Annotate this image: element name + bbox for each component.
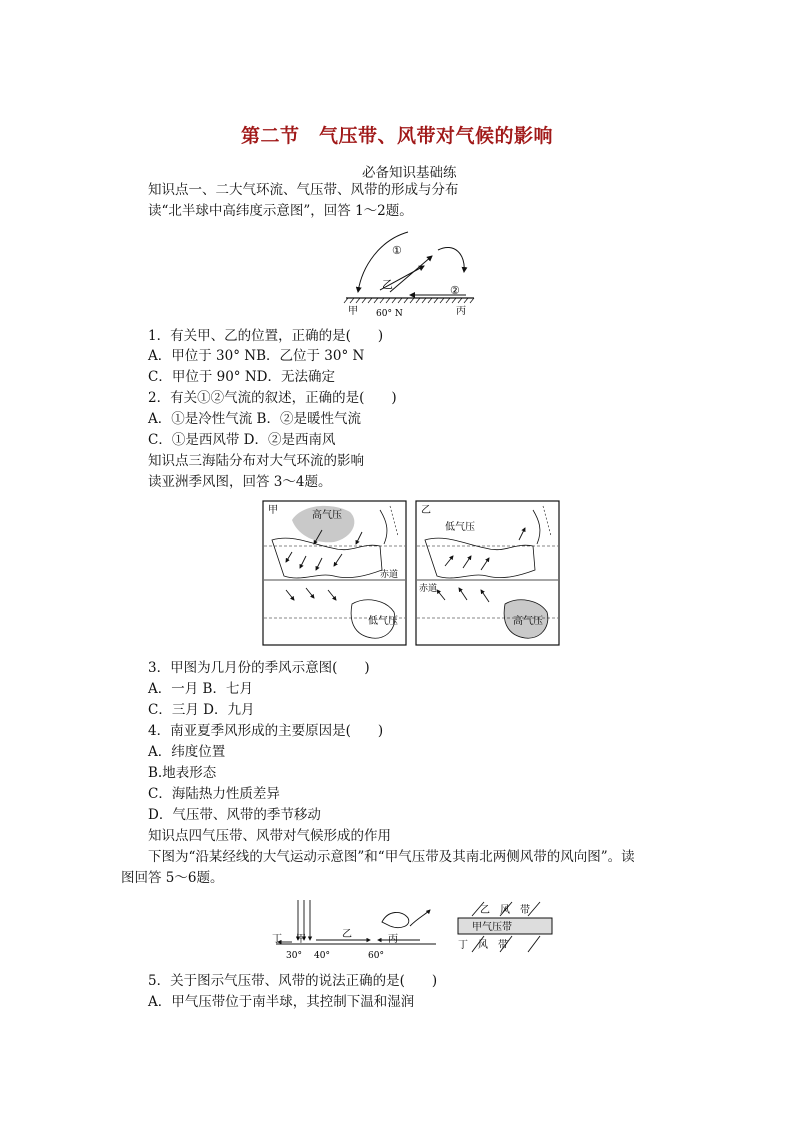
section3-heading: 知识点三海陆分布对大气环流的影响 (148, 453, 364, 469)
fig4-bing: 丙 (388, 934, 398, 945)
map-jia-equator: 赤道 (380, 570, 399, 580)
fig1-label-yi: 乙 (382, 278, 393, 291)
q1-options-cd: C．甲位于 90° ND．无法确定 (148, 369, 335, 385)
q2-options-cd: C．①是西风带 D．②是西南风 (148, 432, 336, 448)
map-jia-label: 甲 (268, 505, 278, 516)
map-yi-high: 高气压 (513, 616, 543, 627)
section4-heading: 知识点四气压带、风带对气候形成的作用 (148, 828, 391, 844)
q1-stem: 1．有关甲、乙的位置，正确的是( ) (148, 328, 384, 344)
belt-top-label: 乙 风 带 (480, 905, 530, 916)
belt-middle-label: 甲气压带 (472, 922, 512, 933)
q3-stem: 3．甲图为几月份的季风示意图( ) (148, 660, 370, 676)
q4-option-c: C．海陆热力性质差异 (148, 786, 280, 802)
fig1-label-bing: 丙 (456, 306, 466, 317)
fig4-tick-30: 30° (286, 951, 302, 961)
fig4-tick-60: 60° (368, 951, 384, 961)
section1-heading: 知识点一、二大气环流、气压带、风带的形成与分布 (148, 182, 459, 198)
upper-arc-arrow (438, 247, 464, 272)
q4-option-d: D．气压带、风带的季节移动 (148, 807, 321, 823)
section1-intro: 读“北半球中高纬度示意图”，回答 1～2题。 (148, 203, 413, 219)
q2-options-ab: A．①是冷性气流 B．②是暖性气流 (148, 411, 361, 427)
figure-1-circulation (340, 226, 490, 318)
section3-intro: 读亚洲季风图，回答 3～4题。 (148, 474, 332, 490)
q3-options-cd: C．三月 D．九月 (148, 702, 255, 718)
map-jia-high: 高气压 (312, 510, 342, 521)
fig4-jia: 甲 (296, 934, 306, 945)
map-yi-label: 乙 (421, 505, 431, 516)
airflow-1-arrow (390, 256, 432, 292)
page-subtitle: 必备知识基础练 (362, 165, 457, 181)
q2-stem: 2．有关①②气流的叙述，正确的是( ) (148, 390, 397, 406)
q4-stem: 4．南亚夏季风形成的主要原因是( ) (148, 723, 384, 739)
page-title: 第二节 气压带、风带对气候的影响 (240, 125, 553, 147)
monsoon-map-jia (262, 500, 407, 646)
section4-intro-line2: 图回答 5～6题。 (121, 870, 224, 886)
fig4-ding: 丁 (272, 934, 282, 945)
q5-option-a: A．甲气压带位于南半球，其控制下温和湿润 (148, 994, 415, 1010)
fig4-tick-40: 40° (314, 951, 330, 961)
q4-option-a: A．纬度位置 (148, 744, 226, 760)
fig4-yi: 乙 (342, 929, 352, 940)
belt-bottom-label: 丁 风 带 (458, 940, 508, 951)
ground-hatching (344, 298, 474, 303)
q5-stem: 5．关于图示气压带、风带的说法正确的是( ) (148, 973, 438, 989)
fig1-label-lat: 60° N (376, 309, 403, 318)
map-yi-equator: 赤道 (419, 584, 438, 594)
fig1-label-1: ① (392, 244, 402, 257)
pressure-belt-figure (454, 898, 562, 956)
q3-options-ab: A．一月 B．七月 (148, 681, 253, 697)
monsoon-map-yi (415, 500, 560, 646)
q4-option-b: B.地表形态 (148, 765, 217, 781)
section4-intro-line1: 下图为“沿某经线的大气运动示意图”和“甲气压带及其南北两侧风带的风向图”。读 (148, 849, 635, 865)
meridian-motion-figure (270, 896, 440, 964)
map-yi-low: 低气压 (445, 522, 475, 533)
fig1-label-2: ② (450, 284, 460, 297)
q1-options-ab: A．甲位于 30° NB．乙位于 30° N (148, 348, 365, 364)
map-jia-low: 低气压 (368, 616, 398, 627)
fig1-label-jia: 甲 (348, 306, 358, 317)
